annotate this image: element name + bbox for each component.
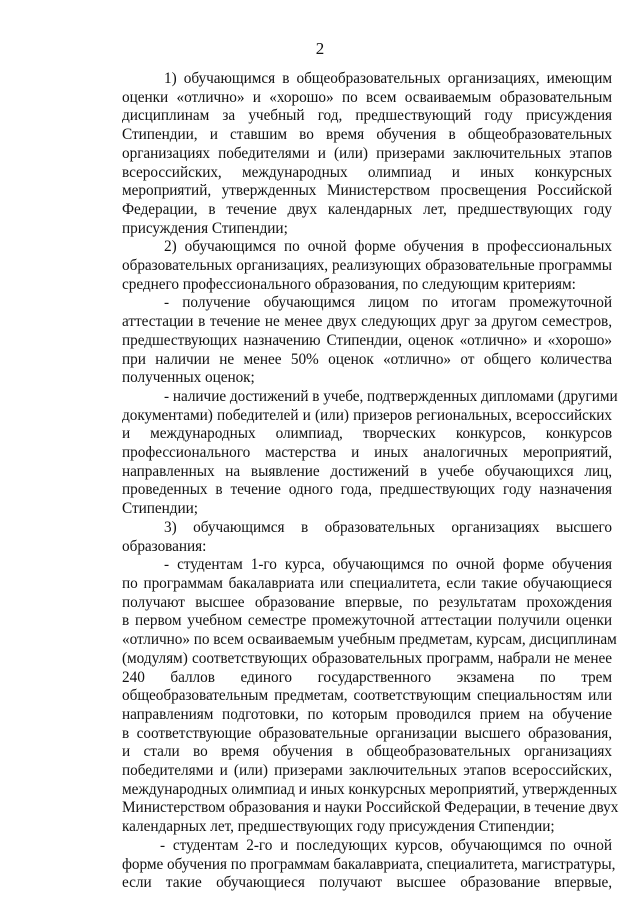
text-line: оценки «отлично» и «хорошо» по всем осваиваемым образовательным [122,88,612,106]
body-text [122,70,619,893]
text-line: - получение обучающимся лицом по итогам промежуточной [164,294,612,312]
text-line: дисциплинам за учебный год, предшествующий году присуждения [122,107,612,125]
text-line: общеобразовательным предметам, соответствующим специальностям или [122,687,612,705]
page-number: 2 [315,39,325,58]
text-line: и стали во время обучения в общеобразовательных организациях [122,743,612,761]
text-line: по программам бакалавриата или специалитета, если такие обучающиеся [122,574,612,592]
text-line: в первом учебном семестре промежуточной аттестации получили оценки [122,612,612,630]
text-line: среднего профессионального образования, по следующим критериям: [122,275,576,293]
text-line: - студентам 2-го и последующих курсов, обучающимся по очной [160,836,612,854]
text-line: Федерации, в течение двух календарных лет, предшествующих году [122,200,612,218]
text-line: 240 баллов единого государственного экзамена по трем [122,668,612,686]
text-line: полученных оценок; [122,369,255,387]
text-line: 1) обучающимся в общеобразовательных организациях, имеющим [164,70,612,87]
text-line: направлениям подготовки, по которым проводился прием на обучение [122,705,612,723]
text-line: получают высшее образование впервые, по результатам прохождения [122,593,612,611]
text-line: (модулям) соответствующих образовательных программ, набрали не менее [122,649,612,667]
text-line: проведенных в течение одного года, предшествующих году назначения [122,481,612,499]
text-line: международных олимпиад и иных конкурсных мероприятий, утвержденных [122,780,618,798]
text-line: - студентам 1-го курса, обучающимся по очной форме обучения [164,556,612,574]
text-line: и международных олимпиад, творческих конкурсов, конкурсов [122,425,612,443]
text-line: в соответствующие образовательные организации высшего образования, [122,724,612,742]
text-line: Стипендии, и ставшим во время обучения в общеобразовательных [122,126,612,144]
text-line: календарных лет, предшествующих году присуждения Стипендии; [122,818,555,836]
text-line: направленных на выявление достижений в учебе обучающихся лиц, [122,462,612,480]
text-line: образовательных организациях, реализующих образовательные программы [122,257,612,275]
text-line: всероссийских, международных олимпиад и иных конкурсных [122,163,612,181]
text-line: 2) обучающимся по очной форме обучения в профессиональных [164,238,612,256]
text-line: мероприятий, утвержденных Министерством просвещения Российской [122,182,612,200]
text-line: Министерством образования и науки Российской Федерации, в течение двух [122,799,619,817]
text-line: организациях победителями и (или) призерами заключительных этапов [122,144,612,162]
text-line: форме обучения по программам бакалавриата, специалитета, магистратуры, [122,855,616,873]
text-line: аттестации в течение не менее двух следующих друг за другом семестров, [122,313,612,331]
text-line: - наличие достижений в учебе, подтвержденных дипломами (другими [164,387,618,405]
text-line: образования: [122,537,207,555]
text-line: документами) победителей и (или) призеров региональных, всероссийских [122,406,612,424]
text-line: предшествующих назначению Стипендии, оценок «отлично» и «хорошо» [122,331,612,349]
text-line: профессионального мастерства и иных аналогичных мероприятий, [122,444,612,462]
text-line: «отлично» по всем осваиваемым учебным предметам, курсам, дисциплинам [122,631,617,649]
text-line: 3) обучающимся в образовательных организациях высшего [164,518,612,536]
text-line: присуждения Стипендии; [122,219,288,237]
text-line: если такие обучающиеся получают высшее образование впервые, [122,874,612,892]
text-line: победителями и (или) призерами заключительных этапов всероссийских, [122,762,612,780]
text-line: при наличии не менее 50% оценок «отлично» от общего количества [122,350,612,368]
text-line: Стипендии; [122,500,198,518]
